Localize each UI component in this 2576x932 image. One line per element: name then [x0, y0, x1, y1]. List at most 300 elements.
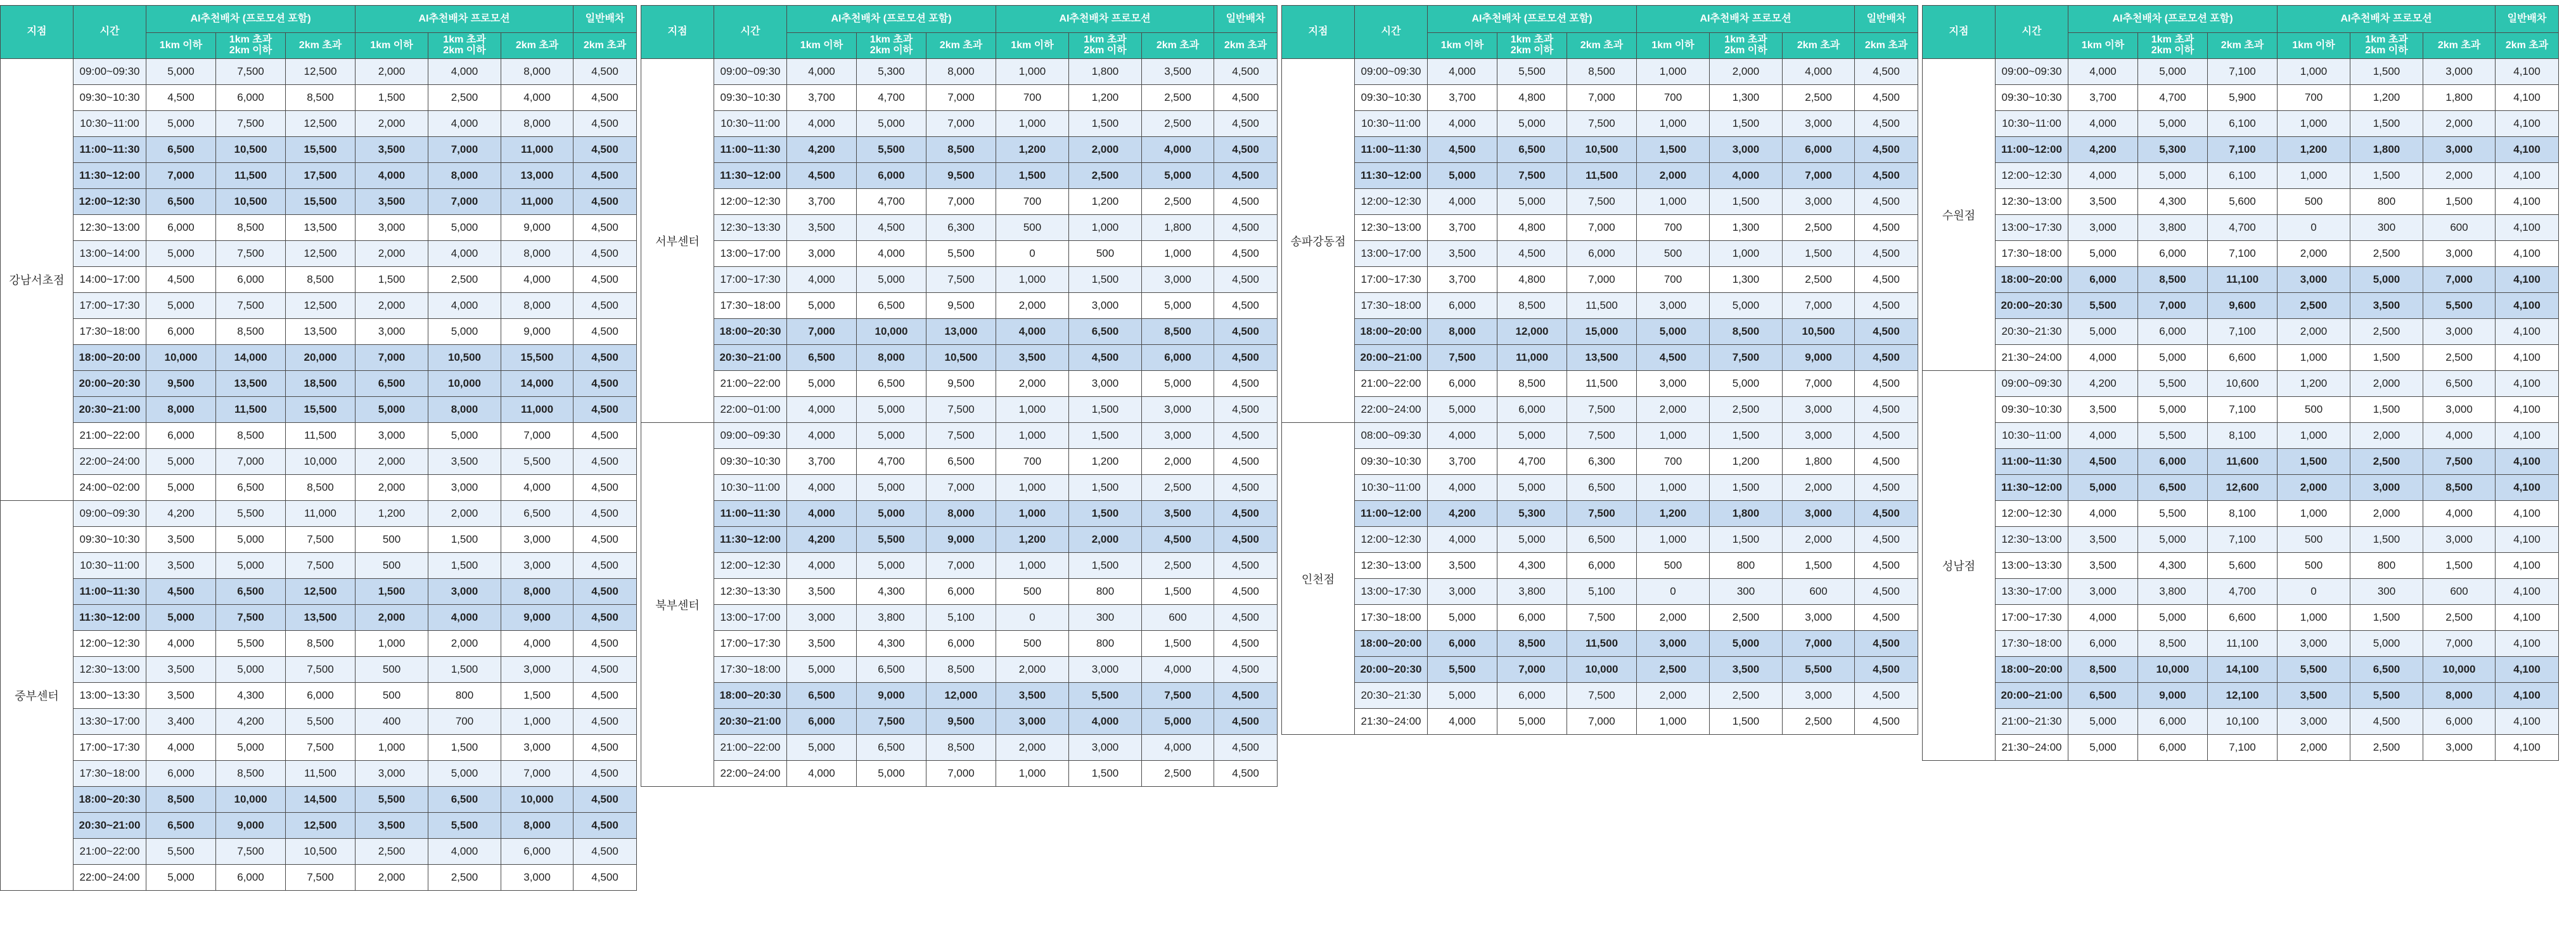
- branch-name: 서부센터: [641, 59, 714, 423]
- fee-cell: 5,000: [1497, 527, 1567, 553]
- distance-1km-header: 1km 이하: [1428, 33, 1497, 59]
- fee-cell: 3,500: [146, 553, 216, 579]
- fee-cell: 4,500: [787, 163, 857, 189]
- fee-cell: 5,000: [1428, 397, 1497, 423]
- fee-cell: 2,000: [428, 501, 501, 527]
- fee-cell: 6,000: [216, 267, 286, 293]
- fee-cell: 4,500: [574, 85, 637, 111]
- fee-cell: 3,000: [1142, 423, 1214, 449]
- fee-cell: 4,500: [1855, 553, 1918, 579]
- distance-1-2km-header: 1km 초과 2km 이하: [428, 33, 501, 59]
- time-slot: 17:30~18:00: [714, 293, 787, 319]
- fee-cell: 6,600: [2208, 345, 2278, 371]
- fee-cell: 2,000: [356, 865, 428, 891]
- table-row: [1282, 241, 1918, 267]
- fee-cell: 5,000: [787, 735, 857, 761]
- fee-cell: 4,500: [1214, 475, 1278, 501]
- fee-cell: 7,000: [926, 761, 996, 787]
- fee-cell: 1,800: [1069, 59, 1142, 85]
- table-row: [1923, 735, 2559, 761]
- fee-cell: 5,000: [787, 371, 857, 397]
- time-slot: 13:00~17:30: [1355, 579, 1428, 605]
- fee-cell: 5,500: [216, 501, 286, 527]
- fee-cell: 5,500: [286, 709, 356, 735]
- fee-cell: 4,100: [2496, 293, 2559, 319]
- fee-cell: 4,100: [2496, 111, 2559, 137]
- fee-cell: 5,500: [857, 527, 926, 553]
- distance-1-2km-header: 1km 초과 2km 이하: [1710, 33, 1783, 59]
- fee-cell: 1,500: [2350, 397, 2423, 423]
- fee-cell: 3,500: [2068, 527, 2138, 553]
- fee-cell: 4,100: [2496, 319, 2559, 345]
- fee-cell: 7,500: [286, 553, 356, 579]
- fee-cell: 3,500: [2068, 397, 2138, 423]
- time-slot: 10:30~11:00: [1355, 475, 1428, 501]
- fee-cell: 4,500: [1855, 371, 1918, 397]
- ai-recommend-promo-included-header: AI추천배차 (프로모션 포함): [146, 6, 356, 33]
- fee-cell: 600: [1142, 605, 1214, 631]
- table-row: [641, 553, 1278, 579]
- time-slot: 09:30~10:30: [1355, 85, 1428, 111]
- fee-cell: 11,500: [216, 163, 286, 189]
- fee-cell: 10,000: [2423, 657, 2496, 683]
- fee-cell: 3,700: [787, 449, 857, 475]
- fee-cell: 1,500: [996, 163, 1069, 189]
- distance-over-2km-header: 2km 초과: [1142, 33, 1214, 59]
- fee-cell: 4,500: [1855, 397, 1918, 423]
- fee-cell: 3,000: [2423, 527, 2496, 553]
- fee-cell: 6,000: [1497, 683, 1567, 709]
- fee-cell: 9,500: [926, 709, 996, 735]
- fee-cell: 12,600: [2208, 475, 2278, 501]
- distance-over-2km-header: 2km 초과: [574, 33, 637, 59]
- fee-cell: 7,000: [356, 345, 428, 371]
- fee-cell: 1,000: [2278, 423, 2350, 449]
- fee-cell: 2,000: [356, 241, 428, 267]
- fee-cell: 6,100: [2208, 111, 2278, 137]
- fee-cell: 700: [1637, 267, 1710, 293]
- time-slot: 18:00~20:00: [1355, 631, 1428, 657]
- fee-cell: 4,500: [574, 241, 637, 267]
- table-row: [1, 189, 637, 215]
- fee-cell: 3,700: [1428, 85, 1497, 111]
- fee-cell: 6,500: [1497, 137, 1567, 163]
- fee-cell: 3,000: [428, 475, 501, 501]
- fee-cell: 6,000: [501, 839, 574, 865]
- fee-cell: 7,500: [1567, 501, 1637, 527]
- table-row: [1, 813, 637, 839]
- fee-cell: 500: [1069, 241, 1142, 267]
- fee-cell: 6,000: [926, 579, 996, 605]
- fee-cell: 7,500: [1710, 345, 1783, 371]
- fee-cell: 7,100: [2208, 735, 2278, 761]
- fee-cell: 4,000: [787, 761, 857, 787]
- fee-cell: 700: [996, 449, 1069, 475]
- fee-cell: 7,000: [2138, 293, 2208, 319]
- branch-name: 북부센터: [641, 423, 714, 787]
- fee-cell: 6,500: [1567, 527, 1637, 553]
- branch-header: 지점: [1923, 6, 1996, 59]
- fee-cell: 1,500: [2278, 449, 2350, 475]
- table-row: [1282, 397, 1918, 423]
- fee-table: [1922, 5, 2559, 761]
- fee-cell: 4,500: [1855, 709, 1918, 735]
- time-slot: 09:00~09:30: [1355, 59, 1428, 85]
- fee-cell: 7,000: [2423, 631, 2496, 657]
- time-slot: 20:30~21:00: [74, 397, 146, 423]
- fee-cell: 4,500: [1214, 631, 1278, 657]
- ai-recommend-promo-included-header: AI추천배차 (프로모션 포함): [2068, 6, 2278, 33]
- time-slot: 09:00~09:30: [74, 59, 146, 85]
- fee-cell: 14,000: [501, 371, 574, 397]
- fee-cell: 12,000: [1497, 319, 1567, 345]
- fee-cell: 8,100: [2208, 501, 2278, 527]
- fee-cell: 5,000: [1142, 709, 1214, 735]
- fee-cell: 4,000: [787, 267, 857, 293]
- fee-cell: 11,600: [2208, 449, 2278, 475]
- fee-cell: 5,000: [857, 111, 926, 137]
- table-row: [1282, 189, 1918, 215]
- fee-cell: 1,500: [2350, 527, 2423, 553]
- table-row: [1923, 553, 2559, 579]
- fee-cell: 20,000: [286, 345, 356, 371]
- fee-cell: 1,500: [2350, 111, 2423, 137]
- fee-cell: 2,500: [1142, 475, 1214, 501]
- fee-cell: 13,500: [1567, 345, 1637, 371]
- fee-cell: 5,000: [857, 761, 926, 787]
- fee-cell: 6,000: [286, 683, 356, 709]
- fee-cell: 6,000: [2138, 319, 2208, 345]
- fee-cell: 4,100: [2496, 397, 2559, 423]
- table-row: [1, 709, 637, 735]
- fee-cell: 500: [2278, 189, 2350, 215]
- fee-cell: 4,500: [574, 319, 637, 345]
- fee-cell: 2,500: [1783, 267, 1855, 293]
- fee-cell: 4,200: [146, 501, 216, 527]
- fee-cell: 3,000: [787, 241, 857, 267]
- fee-cell: 2,500: [1142, 111, 1214, 137]
- time-slot: 21:30~24:00: [1355, 709, 1428, 735]
- fee-cell: 6,500: [428, 787, 501, 813]
- fee-cell: 5,000: [2350, 631, 2423, 657]
- branch-name: 수원점: [1923, 59, 1996, 371]
- fee-cell: 7,000: [1567, 709, 1637, 735]
- fee-cell: 8,500: [286, 85, 356, 111]
- table-row: [1282, 475, 1918, 501]
- fee-cell: 3,500: [146, 657, 216, 683]
- table-row: [1923, 501, 2559, 527]
- fee-cell: 5,000: [857, 267, 926, 293]
- fee-cell: 2,000: [356, 59, 428, 85]
- fee-cell: 1,200: [2278, 137, 2350, 163]
- fee-cell: 5,000: [146, 865, 216, 891]
- fee-cell: 700: [428, 709, 501, 735]
- fee-cell: 2,500: [1142, 553, 1214, 579]
- table-row: [1923, 449, 2559, 475]
- fee-cell: 3,000: [1069, 293, 1142, 319]
- fee-cell: 4,000: [146, 631, 216, 657]
- fee-cell: 5,500: [216, 631, 286, 657]
- fee-cell: 5,000: [428, 215, 501, 241]
- fee-cell: 3,500: [787, 631, 857, 657]
- fee-cell: 4,000: [996, 319, 1069, 345]
- fee-cell: 12,500: [286, 813, 356, 839]
- table-row: [1923, 345, 2559, 371]
- table-row: [1923, 215, 2559, 241]
- fee-cell: 5,000: [2138, 111, 2208, 137]
- time-slot: 21:00~22:00: [1355, 371, 1428, 397]
- fee-cell: 1,000: [356, 631, 428, 657]
- fee-cell: 4,500: [574, 397, 637, 423]
- fee-cell: 4,100: [2496, 527, 2559, 553]
- time-slot: 17:30~18:00: [1355, 605, 1428, 631]
- fee-cell: 4,100: [2496, 241, 2559, 267]
- fee-cell: 4,500: [574, 735, 637, 761]
- fee-cell: 6,500: [216, 475, 286, 501]
- fee-cell: 5,500: [1428, 657, 1497, 683]
- time-slot: 20:00~20:30: [1996, 293, 2068, 319]
- fee-cell: 18,500: [286, 371, 356, 397]
- fee-cell: 700: [996, 189, 1069, 215]
- fee-cell: 1,500: [1783, 241, 1855, 267]
- fee-cell: 6,600: [2208, 605, 2278, 631]
- fee-cell: 1,500: [1637, 137, 1710, 163]
- fee-cell: 1,800: [1142, 215, 1214, 241]
- fee-cell: 500: [356, 683, 428, 709]
- fee-cell: 1,800: [2423, 85, 2496, 111]
- fee-cell: 4,100: [2496, 189, 2559, 215]
- fee-cell: 5,000: [1497, 189, 1567, 215]
- fee-cell: 4,500: [1214, 111, 1278, 137]
- fee-cell: 1,000: [2278, 345, 2350, 371]
- time-slot: 09:00~09:30: [1996, 59, 2068, 85]
- fee-cell: 4,500: [1855, 59, 1918, 85]
- table-row: [1923, 293, 2559, 319]
- fee-cell: 700: [1637, 85, 1710, 111]
- table-row: [1923, 475, 2559, 501]
- fee-cell: 4,000: [1142, 735, 1214, 761]
- fee-cell: 1,500: [1710, 527, 1783, 553]
- table-row: [641, 579, 1278, 605]
- fee-cell: 4,500: [574, 683, 637, 709]
- fee-cell: 8,100: [2208, 423, 2278, 449]
- fee-table-column-4: [1922, 5, 2558, 761]
- fee-cell: 5,000: [1142, 163, 1214, 189]
- fee-cell: 8,000: [501, 813, 574, 839]
- fee-cell: 5,000: [216, 735, 286, 761]
- fee-cell: 4,500: [1855, 137, 1918, 163]
- fee-cell: 6,000: [1567, 241, 1637, 267]
- time-slot: 12:30~13:00: [1355, 215, 1428, 241]
- fee-cell: 10,000: [501, 787, 574, 813]
- fee-cell: 1,500: [356, 85, 428, 111]
- fee-cell: 4,500: [1855, 657, 1918, 683]
- fee-cell: 1,200: [1710, 449, 1783, 475]
- fee-cell: 4,100: [2496, 631, 2559, 657]
- fee-cell: 2,500: [1710, 605, 1783, 631]
- fee-cell: 5,000: [1428, 163, 1497, 189]
- table-row: [1282, 319, 1918, 345]
- fee-cell: 3,000: [501, 865, 574, 891]
- fee-cell: 1,000: [1637, 111, 1710, 137]
- table-row: [1923, 163, 2559, 189]
- fee-cell: 5,900: [2208, 85, 2278, 111]
- ai-recommend-promo-included-header: AI추천배차 (프로모션 포함): [787, 6, 996, 33]
- fee-cell: 7,000: [926, 475, 996, 501]
- fee-cell: 5,500: [2138, 423, 2208, 449]
- fee-cell: 1,500: [356, 267, 428, 293]
- fee-cell: 700: [1637, 449, 1710, 475]
- fee-cell: 4,000: [857, 241, 926, 267]
- fee-cell: 4,000: [501, 85, 574, 111]
- fee-cell: 1,000: [1637, 423, 1710, 449]
- fee-cell: 5,000: [1428, 683, 1497, 709]
- fee-cell: 8,500: [1567, 59, 1637, 85]
- fee-cell: 1,500: [428, 657, 501, 683]
- time-slot: 13:00~17:00: [714, 241, 787, 267]
- time-slot: 11:30~12:00: [1996, 475, 2068, 501]
- fee-cell: 6,000: [2138, 449, 2208, 475]
- fee-cell: 5,000: [1710, 371, 1783, 397]
- fee-cell: 10,600: [2208, 371, 2278, 397]
- fee-cell: 2,000: [996, 371, 1069, 397]
- fee-table: [1281, 5, 1918, 735]
- time-slot: 11:00~11:30: [714, 501, 787, 527]
- time-slot: 18:00~20:00: [74, 345, 146, 371]
- fee-cell: 3,000: [2423, 137, 2496, 163]
- fee-cell: 5,000: [2138, 59, 2208, 85]
- ai-recommend-promo-header: AI추천배차 프로모션: [356, 6, 574, 33]
- table-row: [641, 267, 1278, 293]
- fee-cell: 7,100: [2208, 397, 2278, 423]
- fee-cell: 6,000: [216, 865, 286, 891]
- fee-cell: 1,500: [356, 579, 428, 605]
- fee-cell: 4,500: [1855, 605, 1918, 631]
- fee-cell: 300: [2350, 215, 2423, 241]
- fee-cell: 1,500: [1783, 553, 1855, 579]
- fee-cell: 4,500: [1855, 241, 1918, 267]
- fee-cell: 2,500: [2423, 345, 2496, 371]
- fee-cell: 2,500: [1783, 85, 1855, 111]
- fee-cell: 5,000: [2138, 605, 2208, 631]
- fee-cell: 1,500: [1710, 189, 1783, 215]
- fee-cell: 6,500: [857, 371, 926, 397]
- fee-cell: 3,500: [1428, 241, 1497, 267]
- fee-cell: 400: [356, 709, 428, 735]
- time-slot: 11:00~11:30: [74, 579, 146, 605]
- fee-cell: 7,500: [2423, 449, 2496, 475]
- fee-cell: 4,100: [2496, 345, 2559, 371]
- fee-cell: 4,500: [574, 605, 637, 631]
- table-row: [1282, 163, 1918, 189]
- fee-cell: 7,000: [501, 761, 574, 787]
- time-slot: 14:00~17:00: [74, 267, 146, 293]
- fee-cell: 4,000: [2068, 345, 2138, 371]
- fee-cell: 6,000: [146, 423, 216, 449]
- fee-cell: 700: [1637, 215, 1710, 241]
- branch-name: 강남서초점: [1, 59, 74, 501]
- fee-cell: 3,500: [2068, 189, 2138, 215]
- fee-cell: 5,000: [857, 423, 926, 449]
- fee-cell: 2,000: [356, 475, 428, 501]
- fee-cell: 5,500: [2138, 501, 2208, 527]
- fee-cell: 7,100: [2208, 527, 2278, 553]
- time-slot: 13:00~13:30: [1996, 553, 2068, 579]
- fee-cell: 4,300: [1497, 553, 1567, 579]
- time-slot: 18:00~20:00: [1996, 657, 2068, 683]
- fee-cell: 4,500: [574, 163, 637, 189]
- fee-cell: 4,500: [1214, 449, 1278, 475]
- fee-cell: 5,300: [1497, 501, 1567, 527]
- table-row: [1, 111, 637, 137]
- fee-cell: 7,500: [1567, 683, 1637, 709]
- fee-cell: 9,500: [926, 371, 996, 397]
- fee-cell: 2,000: [356, 293, 428, 319]
- table-row: [1282, 111, 1918, 137]
- fee-cell: 5,000: [857, 501, 926, 527]
- time-slot: 09:30~10:30: [1355, 449, 1428, 475]
- fee-cell: 3,800: [2138, 579, 2208, 605]
- fee-cell: 1,500: [501, 683, 574, 709]
- fee-cell: 3,700: [787, 189, 857, 215]
- fee-cell: 4,500: [2350, 709, 2423, 735]
- fee-cell: 4,500: [574, 501, 637, 527]
- fee-cell: 5,000: [1497, 423, 1567, 449]
- fee-cell: 300: [2350, 579, 2423, 605]
- fee-cell: 4,700: [2208, 215, 2278, 241]
- fee-cell: 1,000: [1637, 709, 1710, 735]
- fee-cell: 8,500: [2138, 631, 2208, 657]
- fee-cell: 5,000: [2068, 475, 2138, 501]
- fee-cell: 4,000: [356, 163, 428, 189]
- time-slot: 12:30~13:00: [1996, 527, 2068, 553]
- fee-cell: 3,000: [2278, 631, 2350, 657]
- fee-cell: 1,000: [1069, 215, 1142, 241]
- fee-cell: 4,300: [2138, 189, 2208, 215]
- distance-over-2km-header: 2km 초과: [1855, 33, 1918, 59]
- fee-cell: 2,000: [356, 111, 428, 137]
- fee-cell: 4,000: [787, 111, 857, 137]
- fee-cell: 4,200: [787, 527, 857, 553]
- table-row: [1282, 553, 1918, 579]
- fee-cell: 11,000: [1497, 345, 1567, 371]
- fee-cell: 1,000: [356, 735, 428, 761]
- fee-cell: 3,800: [2138, 215, 2208, 241]
- table-row: [1282, 449, 1918, 475]
- table-row: [641, 189, 1278, 215]
- general-dispatch-header: 일반배차: [2496, 6, 2559, 33]
- fee-cell: 6,500: [857, 735, 926, 761]
- table-row: [641, 527, 1278, 553]
- fee-cell: 8,500: [286, 267, 356, 293]
- fee-cell: 2,500: [2350, 319, 2423, 345]
- fee-cell: 4,500: [574, 527, 637, 553]
- fee-cell: 9,000: [216, 813, 286, 839]
- general-dispatch-header: 일반배차: [574, 6, 637, 33]
- fee-cell: 3,000: [2068, 579, 2138, 605]
- fee-cell: 4,500: [1214, 709, 1278, 735]
- fee-cell: 7,000: [216, 449, 286, 475]
- fee-cell: 7,000: [1567, 215, 1637, 241]
- fee-cell: 500: [356, 553, 428, 579]
- fee-cell: 4,000: [1428, 709, 1497, 735]
- fee-cell: 11,500: [216, 397, 286, 423]
- table-row: [641, 319, 1278, 345]
- fee-cell: 4,500: [1855, 579, 1918, 605]
- time-slot: 09:30~10:30: [714, 85, 787, 111]
- fee-cell: 15,000: [1567, 319, 1637, 345]
- fee-cell: 5,000: [146, 605, 216, 631]
